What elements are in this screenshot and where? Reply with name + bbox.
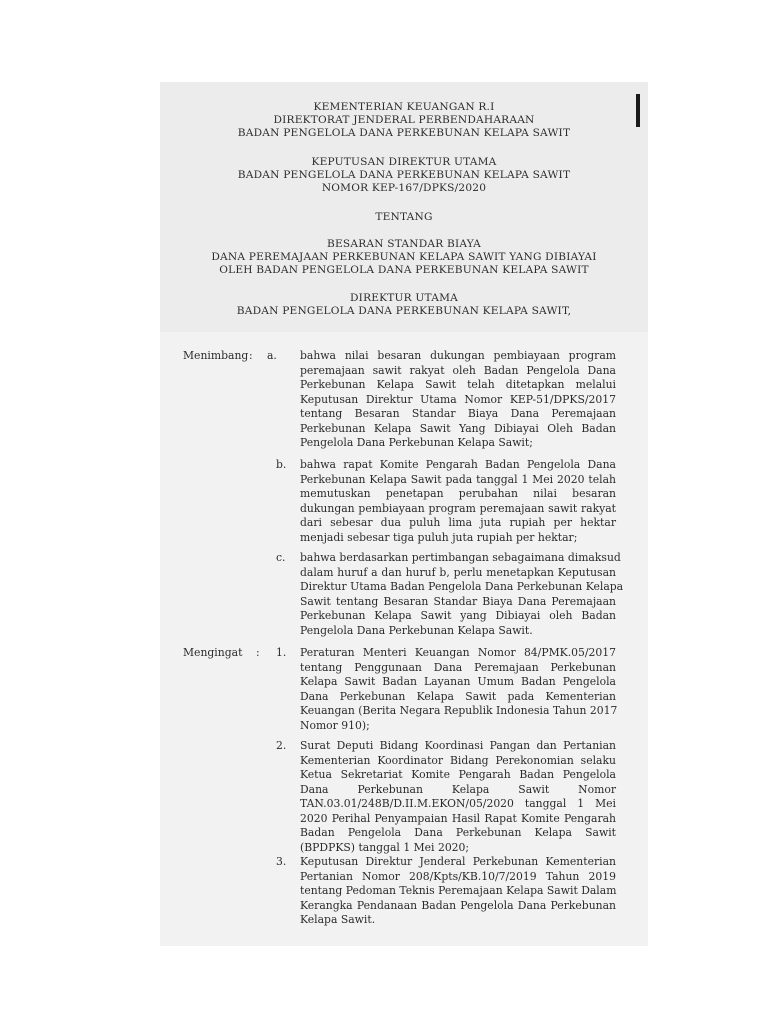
text-line: Pengelola Dana Perkebunan Kelapa Sawit. [300, 623, 533, 637]
text-line: Perkebunan Kelapa Sawit Yang Dibiayai Oleh Badan [300, 421, 616, 435]
about-label-text: TENTANG [375, 211, 433, 223]
letterhead [160, 101, 648, 140]
text-line: peremajaan sawit rakyat oleh Badan Pengelola Dana [300, 363, 616, 377]
text-line: Dana Perkebunan Kelapa Sawit Nomor [300, 782, 616, 796]
text-line: dari sebesar dua puluh lima juta rupiah per hektar [300, 516, 616, 529]
about-line: DANA PEREMAJAAN PERKEBUNAN KELAPA SAWIT YANG DIBIAYAI [211, 251, 597, 263]
text-line: Perkebunan Kelapa Sawit pada tanggal 1 Mei 2020 telah [300, 472, 616, 486]
text-line: (BPDPKS) tanggal 1 Mei 2020; [300, 840, 470, 854]
text-line: tentang Pedoman Teknis Peremajaan Kelapa Sawit Dalam [300, 884, 617, 897]
mengingat-item-3 [300, 855, 616, 928]
about-label [160, 211, 648, 224]
text-line: Peraturan Menteri Keuangan Nomor 84/PMK.05/2017 [300, 646, 616, 659]
text-line: Kelapa Sawit. [300, 913, 376, 926]
menimbang-item-a [300, 349, 616, 451]
signatory-agency: BADAN PENGELOLA DANA PERKEBUNAN KELAPA SAWIT, [236, 305, 572, 317]
text-line: 2020 Perihal Penyampaian Hasil Rapat Komite Pengarah [300, 811, 616, 825]
text-line: Sawit tentang Besaran Standar Biaya Dana Peremajaan [300, 594, 616, 608]
text-line: bahwa nilai besaran dukungan pembiayaan program [300, 349, 616, 362]
mengingat-label: Mengingat [183, 646, 243, 659]
text-line: Keputusan Direktur Utama Nomor KEP-51/DPKS/2017 [300, 392, 616, 406]
mengingat-colon: : [256, 646, 260, 659]
text-line: Perkebunan Kelapa Sawit telah ditetapkan melalui [300, 378, 616, 391]
menimbang-marker-a: a. [267, 349, 277, 362]
menimbang-item-b [300, 458, 616, 545]
text-line: dalam huruf a dan huruf b, perlu menetapkan Keputusan [300, 565, 616, 579]
menimbang-marker-b: b. [276, 458, 287, 471]
text-line: dukungan pembiayaan program peremajaan sawit rakyat [300, 501, 616, 515]
menimbang-marker-c: c. [276, 551, 286, 564]
menimbang-colon: : [249, 349, 253, 362]
text-line: Kerangka Pendanaan Badan Pengelola Dana Perkebunan [300, 898, 616, 912]
menimbang-label: Menimbang [183, 349, 249, 362]
text-line: Surat Deputi Bidang Koordinasi Pangan dan Pertanian [300, 739, 616, 752]
text-line: memutuskan penetapan perubahan nilai besaran [300, 487, 616, 500]
mengingat-marker-3: 3. [276, 855, 287, 868]
letterhead-directorate: DIREKTORAT JENDERAL PERBENDAHARAAN [273, 114, 535, 126]
text-line: Kelapa Sawit Badan Layanan Umum Badan Pengelola [300, 675, 616, 688]
text-line: Keputusan Direktur Jenderal Perkebunan Kementerian [300, 855, 616, 868]
text-line: Badan Pengelola Dana Perkebunan Kelapa Sawit [300, 826, 616, 839]
text-line: Dana Perkebunan Kelapa Sawit pada Kementerian [300, 689, 616, 703]
text-line: menjadi sebesar tiga puluh juta rupiah per hektar; [300, 530, 578, 544]
text-line: Perkebunan Kelapa Sawit yang Dibiayai oleh Badan [300, 609, 616, 622]
decree-number: NOMOR KEP-167/DPKS/2020 [321, 182, 487, 194]
about-line: OLEH BADAN PENGELOLA DANA PERKEBUNAN KELAPA SAWIT [219, 264, 589, 276]
mengingat-marker-2: 2. [276, 739, 287, 752]
decree-title: KEPUTUSAN DIREKTUR UTAMA [311, 156, 497, 168]
text-line: Keuangan (Berita Negara Republik Indonesia Tahun 2017 [300, 704, 618, 717]
text-line: bahwa rapat Komite Pengarah Badan Pengelola Dana [300, 458, 616, 471]
about-line: BESARAN STANDAR BIAYA [326, 238, 482, 250]
decree-agency: BADAN PENGELOLA DANA PERKEBUNAN KELAPA SAWIT [237, 169, 571, 181]
text-line: Nomor 910); [300, 718, 370, 732]
text-line: bahwa berdasarkan pertimbangan sebagaimana dimaksud [300, 551, 621, 564]
letterhead-ministry: KEMENTERIAN KEUANGAN R.I [313, 101, 495, 113]
text-line: Pertanian Nomor 208/Kpts/KB.10/7/2019 Tahun 2019 [300, 869, 616, 883]
signatory-title: DIREKTUR UTAMA [349, 292, 458, 304]
text-line: Direktur Utama Badan Pengelola Dana Perkebunan Kelapa [300, 580, 624, 593]
mengingat-item-2 [300, 739, 616, 855]
text-line: Ketua Sekretariat Komite Pengarah Badan Pengelola [300, 768, 616, 781]
about-block [160, 238, 648, 277]
signatory-block [160, 292, 648, 318]
text-line: tentang Penggunaan Dana Peremajaan Perkebunan [300, 660, 616, 674]
text-line: Kementerian Koordinator Bidang Perekonomian selaku [300, 753, 616, 767]
mengingat-marker-1: 1. [276, 646, 287, 659]
menimbang-item-c [300, 551, 624, 638]
text-line: TAN.03.01/248B/D.II.M.EKON/05/2020 tanggal 1 Mei [300, 797, 616, 810]
mengingat-item-1 [300, 646, 616, 733]
letterhead-agency: BADAN PENGELOLA DANA PERKEBUNAN KELAPA SAWIT [237, 127, 571, 139]
text-line: tentang Besaran Standar Biaya Dana Peremajaan [300, 407, 616, 420]
text-line: Pengelola Dana Perkebunan Kelapa Sawit; [300, 436, 533, 449]
decree-title-block [160, 156, 648, 195]
